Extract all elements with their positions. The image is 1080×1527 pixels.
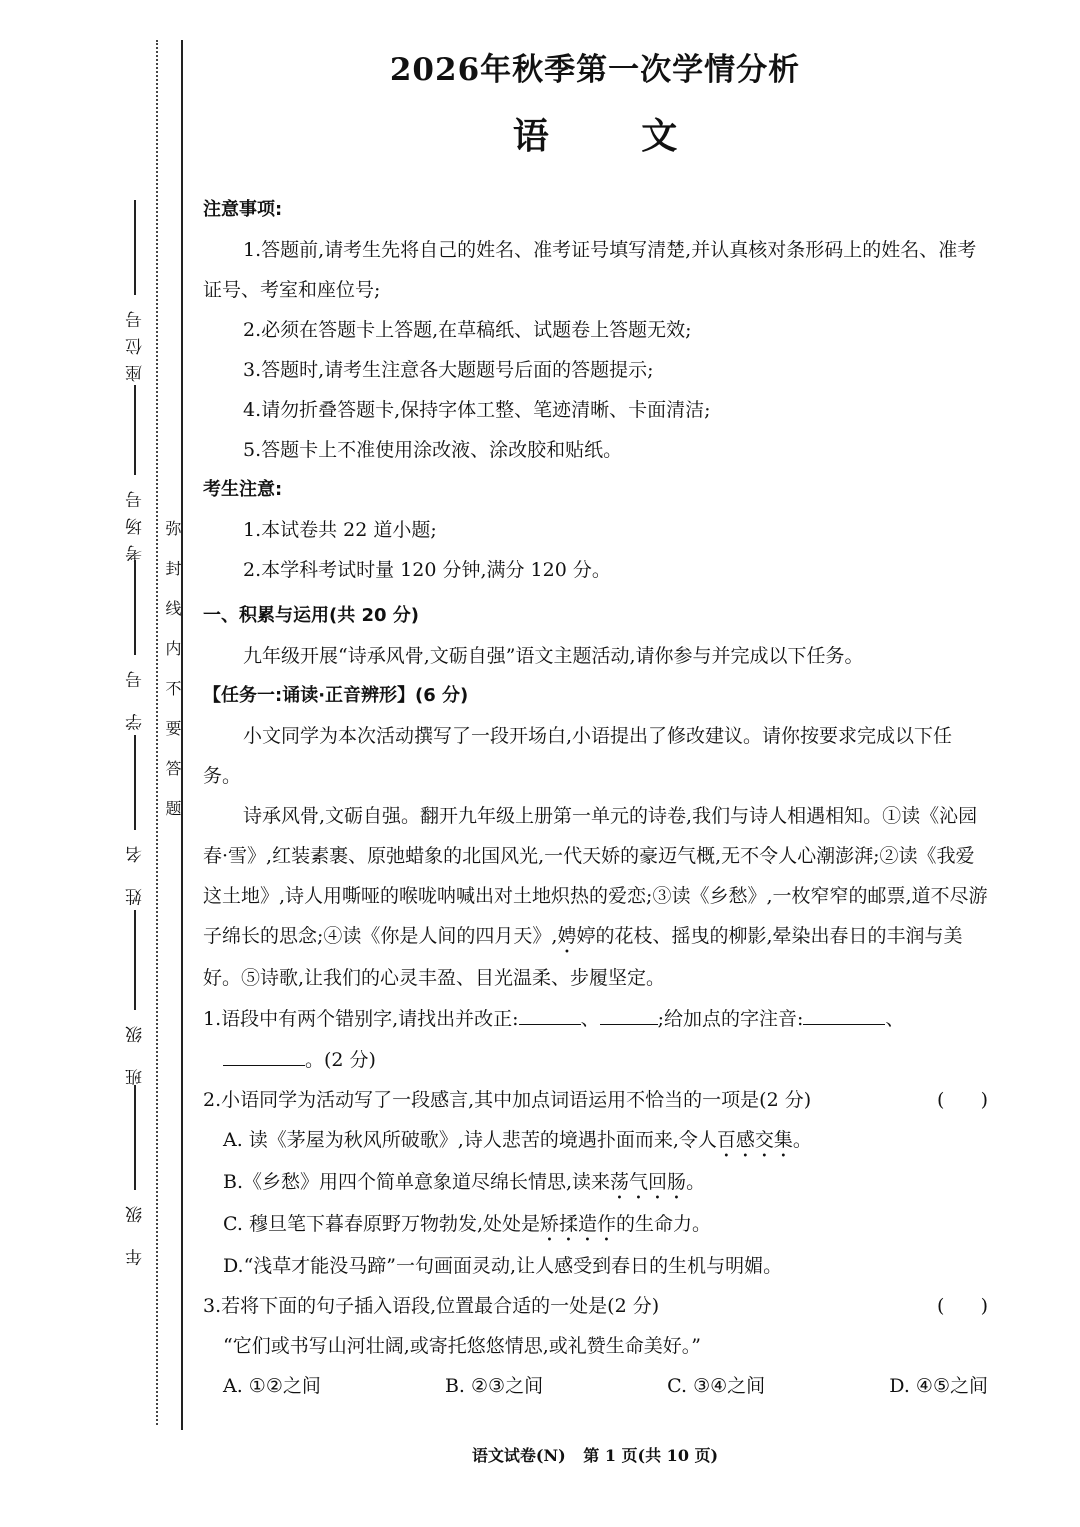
student-id-label: 学 号 — [125, 661, 146, 731]
option-text: B.《乡愁》用四个简单意象道尽绵长情思,读来 — [223, 1171, 611, 1193]
question-3 — [203, 1286, 988, 1326]
q3-option-b[interactable]: B. ②③之间 — [444, 1375, 544, 1397]
question-1-cont — [203, 1039, 988, 1080]
option-text: A. 读《茅屋为秋风所破歌》,诗人悲苦的境遇扑面而来,令人 — [223, 1129, 717, 1151]
exam-title: 2026年秋季第一次学情分析 — [389, 52, 801, 88]
notice-item: 3.答题时,请考生注意各大题题号后面的答题提示; — [243, 359, 654, 381]
binding-dotted-line — [156, 40, 158, 1425]
q1-separator: 、 — [580, 1008, 600, 1030]
notice-item: 5.答题卡上不准使用涂改液、涂改胶和贴纸。 — [243, 439, 623, 461]
grade-field[interactable] — [115, 1085, 155, 1265]
notice-item: 2.必须在答题卡上答题,在草稿纸、试题卷上答题无效; — [243, 319, 692, 341]
task1-intro: 小文同学为本次活动撰写了一段开场白,小语提出了修改建议。请你按要求完成以下任务。 — [203, 725, 953, 787]
question-1 — [203, 998, 988, 1039]
class-blank[interactable] — [134, 910, 136, 1010]
name-field[interactable] — [115, 735, 155, 905]
q1-separator: 、 — [885, 1008, 905, 1030]
exam-room-label: 考场号 — [125, 481, 146, 562]
notice-item: 4.请勿折叠答题卡,保持字体工整、笔迹清晰、卡面清洁; — [243, 399, 711, 421]
task1-heading: 【任务一:诵读·正音辨形】(6 分) — [203, 685, 469, 706]
seat-number-field[interactable] — [115, 200, 155, 382]
seat-number-blank[interactable] — [134, 200, 136, 295]
q3-option-a[interactable]: A. ①②之间 — [223, 1375, 321, 1397]
q3-quote: “它们或书写山河壮阔,或寄托悠悠情思,或礼赞生命美好。” — [223, 1335, 702, 1357]
footer-page-number: 第 1 页(共 10 页) — [583, 1446, 719, 1465]
option-text: 。 — [792, 1129, 812, 1151]
grade-label: 年 级 — [125, 1196, 146, 1266]
q1-answer-blank[interactable] — [519, 998, 581, 1025]
dotted-character: 娉 — [557, 925, 577, 947]
notice-item: 1.答题前,请考生先将自己的姓名、准考证号填写清楚,并认真核对条形码上的姓名、准考证号、考室和座位号; — [203, 239, 977, 301]
seal-line-notice: 弥封线内不要答题 — [163, 520, 182, 840]
option-text: 的生命力。 — [616, 1213, 712, 1235]
section-heading: 一、积累与运用(共 20 分) — [203, 605, 420, 626]
q1-stem: 1.语段中有两个错别字,请找出并改正: — [203, 1008, 519, 1030]
q3-stem: 3.若将下面的句子插入语段,位置最合适的一处是(2 分) — [203, 1295, 660, 1317]
exam-room-field[interactable] — [115, 385, 155, 562]
q2-answer-paren[interactable]: ( ) — [936, 1089, 988, 1111]
exam-content — [203, 190, 988, 1406]
exam-room-blank[interactable] — [134, 385, 136, 475]
q3-options — [203, 1366, 988, 1406]
passage — [203, 796, 988, 998]
q3-option-c[interactable]: C. ③④之间 — [667, 1375, 766, 1397]
section-intro: 九年级开展“诗承风骨,文砺自强”语文主题活动,请你参与并完成以下任务。 — [243, 645, 864, 667]
student-id-field[interactable] — [115, 560, 155, 730]
q1-answer-blank[interactable] — [803, 998, 885, 1025]
q1-score: 。(2 分) — [305, 1049, 376, 1071]
q3-option-d[interactable]: D. ④⑤之间 — [889, 1375, 988, 1397]
notice-heading: 注意事项: — [203, 199, 283, 220]
q2-option-c[interactable] — [203, 1204, 988, 1246]
subject-title: 语 文 — [512, 115, 718, 157]
class-label: 班 级 — [125, 1016, 146, 1086]
q1-answer-blank[interactable] — [600, 998, 658, 1025]
candidate-notice-item: 2.本学科考试时量 120 分钟,满分 120 分。 — [243, 559, 611, 581]
passage-text: 婷的花枝、摇曳的柳影,晕染出春日的丰润与美好。⑤诗歌,让我们的心灵丰盈、目光温柔、步履坚定。 — [203, 925, 963, 989]
page-footer — [200, 1443, 990, 1466]
question-2 — [203, 1080, 988, 1120]
q1-stem: ;给加点的字注音: — [657, 1008, 804, 1030]
name-blank[interactable] — [134, 735, 136, 830]
q2-option-a[interactable] — [203, 1120, 988, 1162]
class-field[interactable] — [115, 910, 155, 1085]
grade-blank[interactable] — [134, 1085, 136, 1190]
q3-answer-paren[interactable]: ( ) — [936, 1295, 988, 1317]
option-text: 。 — [686, 1171, 706, 1193]
name-label: 姓 名 — [125, 836, 146, 906]
passage-text: 诗承风骨,文砺自强。翻开九年级上册第一单元的诗卷,我们与诗人相遇相知。①读《沁园春·雪》,红装素裹、原弛蜡象的北国风光,一代天娇的豪迈气概,无不令人心潮澎湃;②读《我爱这土地》,诗人用嘶哑的喉咙呐喊出对土地炽热的爱恋;③读《乡愁》,一枚窄窄的邮票,道不尽游子绵长的思念;④读《你是人间的四月天》, — [203, 805, 988, 947]
dotted-phrase: 百感交集 — [716, 1129, 793, 1151]
candidate-notice-item: 1.本试卷共 22 道小题; — [243, 519, 437, 541]
dotted-phrase: 荡气回肠 — [610, 1171, 687, 1193]
option-text: C. 穆旦笔下暮春原野万物勃发,处处是 — [223, 1213, 540, 1235]
candidate-notice-heading: 考生注意: — [203, 479, 283, 500]
student-id-blank[interactable] — [134, 560, 136, 655]
q2-option-d[interactable]: D.“浅草才能没马蹄”一句画面灵动,让人感受到春日的生机与明媚。 — [223, 1255, 783, 1277]
q2-option-b[interactable] — [203, 1162, 988, 1204]
footer-paper-name: 语文试卷(N) — [471, 1446, 566, 1465]
q1-answer-blank[interactable] — [223, 1039, 305, 1066]
q2-stem: 2.小语同学为活动写了一段感言,其中加点词语运用不恰当的一项是(2 分) — [203, 1089, 812, 1111]
seat-number-label: 座位号 — [125, 301, 146, 382]
dotted-phrase: 矫揉造作 — [539, 1213, 616, 1235]
